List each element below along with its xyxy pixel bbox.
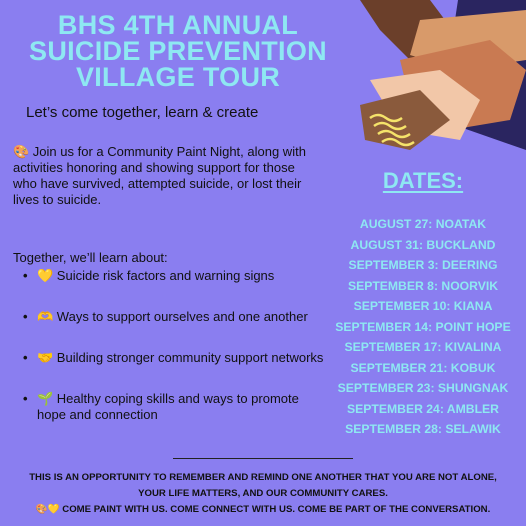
list-item: • 💛 Suicide risk factors and warning signs (13, 268, 325, 284)
list-item: • 🫶 Ways to support ourselves and one another (13, 309, 325, 325)
date-item: SEPTEMBER 3: DEERING (348, 258, 498, 272)
tagline: Let’s come together, learn & create (26, 104, 259, 121)
date-item: SEPTEMBER 10: KIANA (353, 299, 493, 313)
date-item: AUGUST 31: BUCKLAND (350, 237, 496, 252)
stacked-hands-illustration (340, 0, 526, 160)
learn-list (13, 266, 325, 423)
footer-line-1: THIS IS AN OPPORTUNITY TO REMEMBER AND REMIND ONE ANOTHER THAT YOU ARE NOT ALONE, (29, 472, 497, 483)
list-item: • 🤝 Building stronger community support networks (13, 350, 325, 366)
title-line-2: SUICIDE PREVENTION (29, 36, 327, 66)
dates-list (318, 214, 526, 440)
date-item: AUGUST 27: NOATAK (359, 217, 487, 231)
title-line-1: BHS 4TH ANNUAL (57, 10, 299, 40)
divider (173, 458, 353, 459)
learn-heading: Together, we’ll learn about: (13, 250, 168, 265)
date-item: SEPTEMBER 24: AMBLER (347, 401, 499, 416)
date-item: SEPTEMBER 28: SELAWIK (345, 422, 501, 436)
date-item: SEPTEMBER 17: KIVALINA (344, 340, 502, 354)
date-item: SEPTEMBER 14: POINT HOPE (335, 319, 511, 334)
poster-title (0, 12, 356, 90)
footer-line-2: YOUR LIFE MATTERS, AND OUR COMMUNITY CARES. (138, 488, 388, 499)
date-item: SEPTEMBER 8: NOORVIK (347, 278, 499, 293)
date-item: SEPTEMBER 23: SHUNGNAK (337, 381, 509, 395)
intro-text: 🎨 Join us for a Community Paint Night, along with activities honoring and showing support for those who have survived, attempted suicide, or lost their lives to suicide. (13, 144, 306, 207)
list-item: • 🌱 Healthy coping skills and ways to promote hope and connection (13, 391, 325, 423)
date-item: SEPTEMBER 21: KOBUK (350, 360, 496, 375)
footer-line-3: 🎨💛 COME PAINT WITH US. COME CONNECT WITH US. COME BE PART OF THE CONVERSATION. (35, 504, 491, 515)
dates-heading: DATES: (382, 168, 464, 193)
title-line-3: VILLAGE TOUR (75, 62, 281, 92)
footer-message (0, 470, 526, 518)
